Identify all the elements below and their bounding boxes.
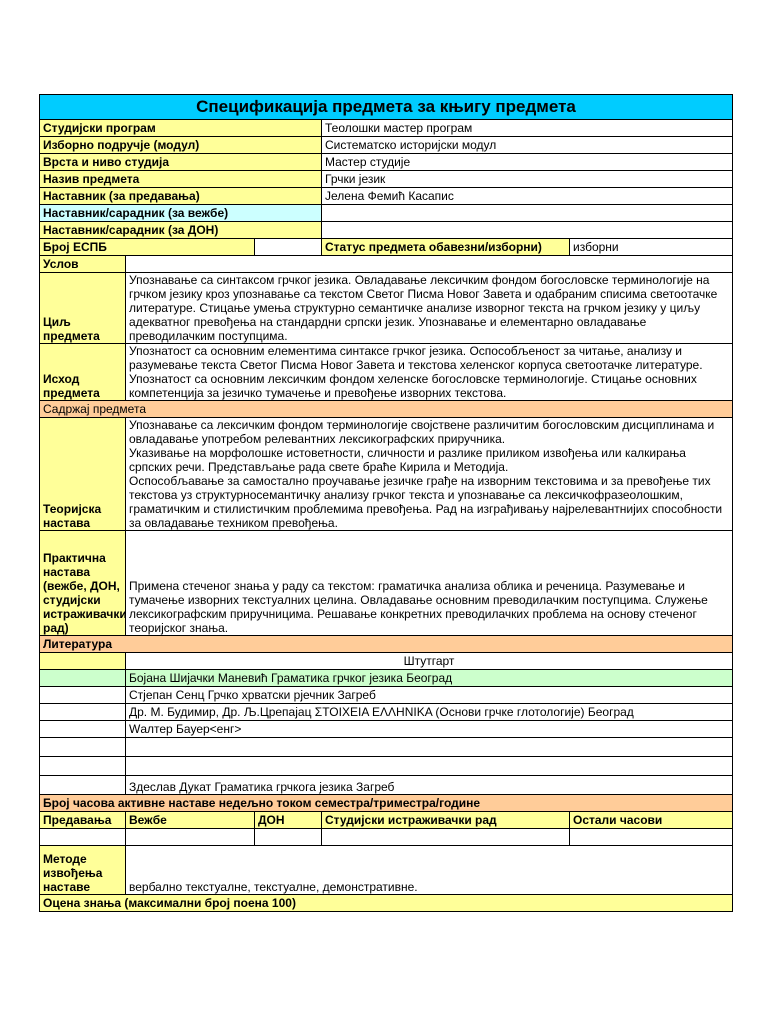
outcome-label: Исход предмета [40,344,126,401]
hours-value-don [255,829,322,846]
level-value: Мастер студије [322,154,733,171]
status-value: изборни [570,239,733,256]
literature-num-cell [40,670,126,687]
hours-header-lectures: Предавања [40,812,126,829]
literature-num-cell [40,721,126,738]
teacher-exercises-label: Наставник/сарадник (за вежбе) [40,205,322,222]
literature-item: Бојана Шијачки Маневић Граматика грчког језика Београд [126,670,733,687]
hours-header-don: ДОН [255,812,322,829]
hours-header-exercises: Вежбе [126,812,255,829]
ects-label: Број ЕСПБ [40,239,255,256]
teacher-lectures-value: Јелена Фемић Касапис [322,188,733,205]
teacher-don-value [322,222,733,239]
program-label: Студијски програм [40,120,322,137]
literature-item [126,738,733,757]
methods-label: Методе извођења наставе [40,846,126,895]
hours-header-other: Остали часови [570,812,733,829]
literature-item: Здеслав Дукат Граматика грчкога језика Загреб [126,776,733,795]
theory-label: Теоријска настава [40,418,126,531]
literature-num-cell [40,757,126,776]
theory-paragraph: Упознавање са лексичким фондом терминологије својствене различитим богословским дисциплинама и овладавање употребом релевантних лексикографских приручника. [129,418,715,446]
literature-item: Др. М. Будимир, Др. Љ.Црепајац ΣΤΟΙΧΕΙΑ ΕΛΛΗΝΙΚΑ (Основи грчке глотологије) Београд [126,704,733,721]
ects-value [255,239,322,256]
grading-label: Оцена знања (максимални број поена 100) [40,895,733,912]
teacher-lectures-label: Наставник (за предавања) [40,188,322,205]
literature-item [126,757,733,776]
hours-value-other [570,829,733,846]
teacher-exercises-value [322,205,733,222]
literature-label: Литература [40,636,733,653]
teacher-don-label: Наставник/сарадник (за ДОН) [40,222,322,239]
page-title: Спецификација предмета за књигу предмета [40,95,733,120]
hours-header-research: Студијски истраживачки рад [322,812,570,829]
subject-value: Грчки језик [322,171,733,188]
goal-text: Упознавање са синтаксом грчког језика. Овладавање лексичким фондом богословске терминологије на грчком језику кроз упознавање са текстом Светог Писма Новог Завета и одабраним списима светоотачке литературе. Стицање умења структурно семантичке анализе изворног текста на грчком језику у циљу адекватног превођења на стандардни српски језик. Упознавање и елементарно овладавање преводилачким поступцима. [126,273,733,344]
theory-paragraph: Оспособљавање за самостално проучавање језичке грађе на изворним текстовима и за превођење тих текстова уз структурносемантичку анализу грчког текста и упознавање са лексичкофразеолошким, граматичким и стилистичким проблемима превођења. Рад на изграђивању најрелевантнијих способности за овладавање техником превођења. [129,474,723,530]
literature-num-cell [40,653,126,670]
condition-value [126,256,733,273]
level-label: Врста и ниво студија [40,154,322,171]
theory-paragraph: Указивање на морфолошке истоветности, сличности и разлике приликом извођења или калкирања српских речи. Представљање рада свете браће Кирила и Методија. [129,446,686,474]
status-label: Статус предмета обавезни/изборни) [322,239,570,256]
literature-num-cell [40,704,126,721]
literature-num-cell [40,738,126,757]
literature-num-cell [40,687,126,704]
literature-item: Штутгарт [126,653,733,670]
literature-item: Wалтер Бауер<енг> [126,721,733,738]
literature-item: Стјепан Сенц Грчко хрватски рјечник Загреб [126,687,733,704]
practice-text: Примена стеченог знања у раду са текстом: граматичка анализа облика и реченица. Разумевање и тумачење изворних текстуалних целина. Овладавање основним преводилачким поступцима. Служење лексикографским приручницима. Решавање конкретних преводилачких проблема на основу стеченог теоријског знања. [126,531,733,636]
subject-label: Назив предмета [40,171,322,188]
hours-value-lectures [40,829,126,846]
hours-value-exercises [126,829,255,846]
methods-value: вербално текстуалне, текстуалне, демонстративне. [126,846,733,895]
program-value: Теолошки мастер програм [322,120,733,137]
module-label: Изборно подручје (модул) [40,137,322,154]
module-value: Систематско историјски модул [322,137,733,154]
content-label: Садржај предмета [40,401,733,418]
course-specification-sheet [39,94,732,912]
hours-value-research [322,829,570,846]
goal-label: Циљ предмета [40,273,126,344]
condition-label: Услов [40,256,126,273]
literature-num-cell [40,776,126,795]
practice-label: Практична настава (вежбе, ДОН, студијски истраживачки рад) [40,531,126,636]
theory-text [126,418,733,531]
outcome-text: Упознатост са основним елементима синтаксе грчког језика. Оспособљеност за читање, анализу и разумевање текста Светог Писма Новог Завета и текстова хеленског корпуса светоотачке литературе. Упознатост са основним лексичким фондом хеленске богословске терминологије. Стицање основних компетенција за језичко тумачење и превођење изворних текстова. [126,344,733,401]
hours-label: Број часова активне наставе недељно током семестра/триместра/године [40,795,733,812]
specification-table [39,94,733,912]
